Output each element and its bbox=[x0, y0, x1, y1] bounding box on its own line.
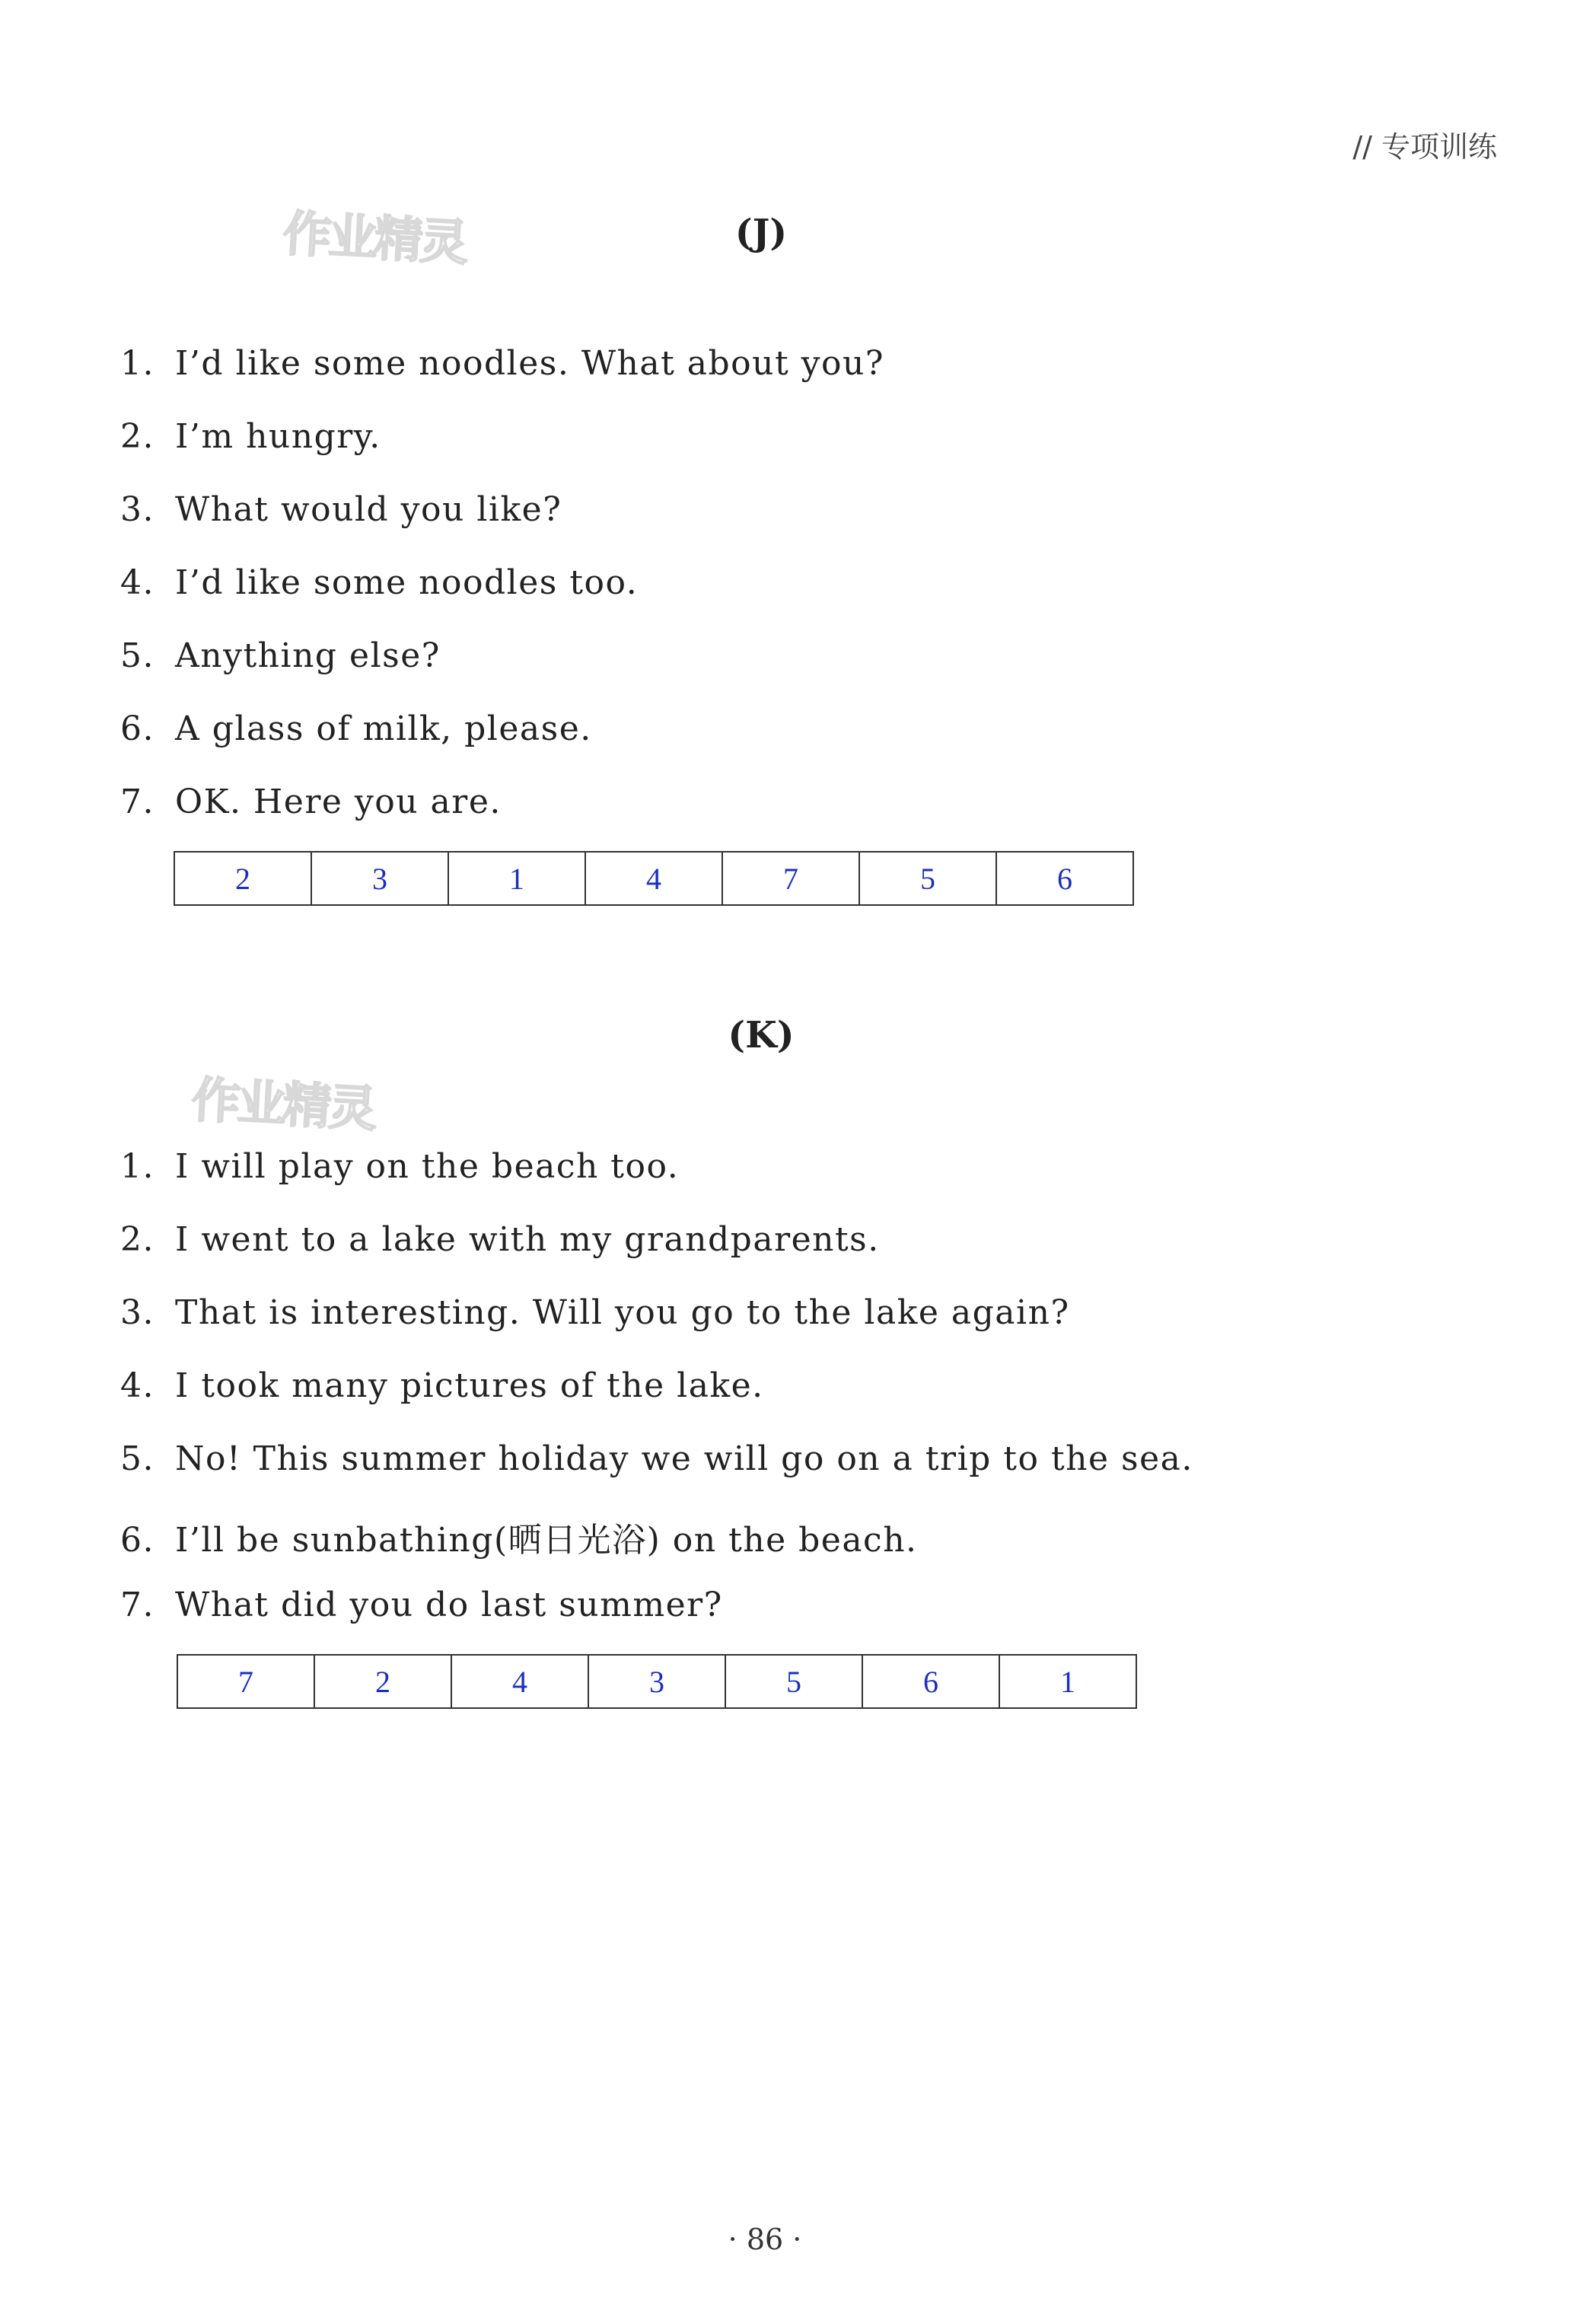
list-item bbox=[120, 344, 884, 383]
item-text: What would you like? bbox=[175, 490, 562, 529]
item-text: I’d like some noodles. What about you? bbox=[175, 344, 884, 383]
list-item bbox=[120, 1366, 764, 1405]
answer-cell: 1 bbox=[448, 852, 585, 905]
answer-cell: 5 bbox=[725, 1655, 862, 1708]
list-item bbox=[120, 417, 381, 456]
answer-cell: 2 bbox=[174, 852, 311, 905]
watermark-logo: 作业精灵 bbox=[190, 1072, 376, 1139]
answer-cell: 7 bbox=[722, 852, 859, 905]
item-number: 1. bbox=[120, 344, 155, 383]
answer-cell: 6 bbox=[996, 852, 1133, 905]
list-item bbox=[120, 782, 502, 821]
list-item bbox=[120, 1512, 918, 1561]
answer-table-j bbox=[174, 851, 1134, 906]
answer-cell: 6 bbox=[862, 1655, 999, 1708]
answer-cell: 3 bbox=[588, 1655, 725, 1708]
table-row bbox=[177, 1655, 1136, 1708]
answer-cell: 5 bbox=[859, 852, 996, 905]
item-text: I went to a lake with my grandparents. bbox=[175, 1220, 880, 1259]
list-item bbox=[120, 636, 441, 675]
list-item bbox=[120, 1147, 679, 1186]
item-text: OK. Here you are. bbox=[175, 782, 502, 821]
answer-cell: 4 bbox=[451, 1655, 588, 1708]
list-item bbox=[120, 563, 638, 602]
section-title-k: (K) bbox=[728, 1014, 795, 1057]
item-number: 5. bbox=[120, 1439, 155, 1478]
item-number: 5. bbox=[120, 636, 155, 675]
list-item bbox=[120, 1293, 1070, 1332]
list-item bbox=[120, 709, 592, 748]
answer-cell: 4 bbox=[585, 852, 722, 905]
item-text: Anything else? bbox=[175, 636, 441, 675]
watermark-logo: 作业精灵 bbox=[281, 206, 467, 273]
item-number: 6. bbox=[120, 709, 155, 748]
item-text: I’d like some noodles too. bbox=[175, 563, 639, 602]
section-header-label: // 专项训练 bbox=[1352, 130, 1497, 164]
item-text: I will play on the beach too. bbox=[175, 1147, 680, 1186]
answer-cell: 1 bbox=[999, 1655, 1136, 1708]
item-number: 2. bbox=[120, 417, 155, 456]
answer-cell: 2 bbox=[314, 1655, 451, 1708]
item-number: 3. bbox=[120, 490, 155, 529]
list-item bbox=[120, 1439, 1193, 1478]
item-text: No! This summer holiday we will go on a trip to the sea. bbox=[175, 1439, 1193, 1478]
list-item bbox=[120, 1220, 880, 1259]
answer-cell: 7 bbox=[177, 1655, 314, 1708]
table-row bbox=[174, 852, 1133, 905]
item-text: I took many pictures of the lake. bbox=[175, 1366, 764, 1405]
item-number: 4. bbox=[120, 1366, 155, 1405]
page-number: · 86 · bbox=[728, 2223, 802, 2256]
item-number: 4. bbox=[120, 563, 155, 602]
section-title-j: (J) bbox=[734, 212, 788, 254]
item-text: That is interesting. Will you go to the lake again? bbox=[175, 1293, 1070, 1332]
answer-table-k bbox=[177, 1654, 1137, 1709]
item-number: 3. bbox=[120, 1293, 155, 1332]
item-text: I’ll be sunbathing(晒日光浴) on the beach. bbox=[175, 1521, 918, 1560]
item-number: 7. bbox=[120, 782, 155, 821]
item-text: I’m hungry. bbox=[175, 417, 381, 456]
list-item bbox=[120, 490, 562, 529]
answer-cell: 3 bbox=[311, 852, 448, 905]
item-number: 1. bbox=[120, 1147, 155, 1186]
item-number: 7. bbox=[120, 1586, 155, 1624]
item-text: A glass of milk, please. bbox=[175, 709, 592, 748]
list-item bbox=[120, 1586, 723, 1624]
item-text: What did you do last summer? bbox=[175, 1586, 723, 1624]
item-number: 2. bbox=[120, 1220, 155, 1259]
item-number: 6. bbox=[120, 1521, 155, 1560]
